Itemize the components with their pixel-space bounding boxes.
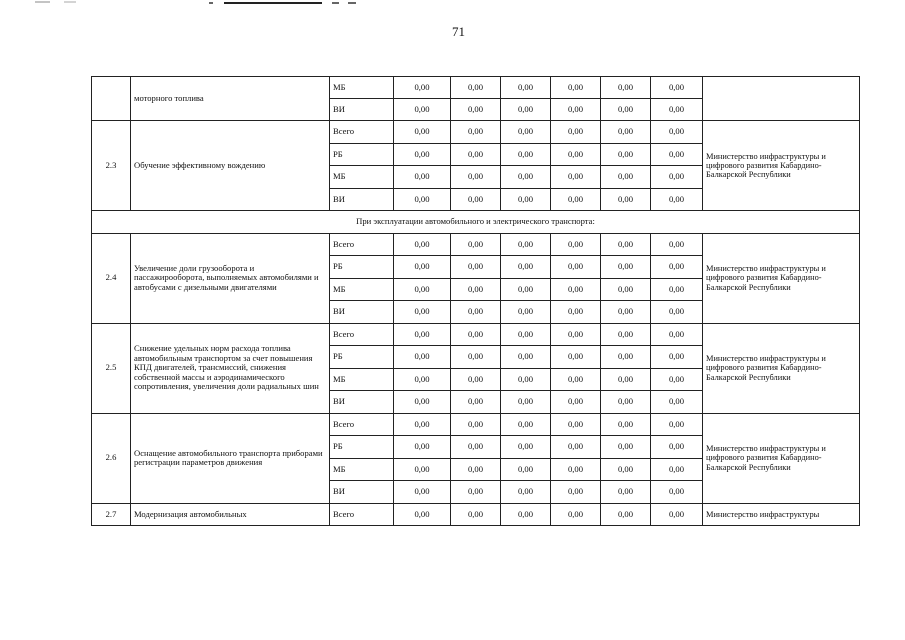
value-cell: 0,00: [451, 166, 501, 189]
table-row: [92, 233, 860, 256]
funding-source-cell: Всего: [330, 323, 394, 346]
value-cell: 0,00: [451, 188, 501, 211]
value-cell: 0,00: [651, 368, 703, 391]
value-cell: 0,00: [451, 143, 501, 166]
value-cell: 0,00: [451, 77, 501, 99]
funding-source-cell: МБ: [330, 458, 394, 481]
value-cell: 0,00: [601, 503, 651, 526]
value-cell: 0,00: [394, 481, 451, 504]
item-number-cell: 2.3: [92, 121, 131, 211]
value-cell: 0,00: [394, 346, 451, 369]
value-cell: 0,00: [601, 391, 651, 414]
item-name-cell: Модернизация автомобильных: [131, 503, 330, 526]
value-cell: 0,00: [601, 413, 651, 436]
funding-source-cell: РБ: [330, 346, 394, 369]
value-cell: 0,00: [501, 256, 551, 279]
table-row: [92, 503, 860, 526]
value-cell: 0,00: [451, 278, 501, 301]
value-cell: 0,00: [651, 323, 703, 346]
value-cell: 0,00: [451, 413, 501, 436]
value-cell: 0,00: [394, 323, 451, 346]
value-cell: 0,00: [551, 391, 601, 414]
value-cell: 0,00: [651, 256, 703, 279]
value-cell: 0,00: [551, 346, 601, 369]
funding-source-cell: МБ: [330, 77, 394, 99]
funding-source-cell: ВИ: [330, 391, 394, 414]
value-cell: 0,00: [394, 436, 451, 459]
value-cell: 0,00: [601, 233, 651, 256]
value-cell: 0,00: [394, 77, 451, 99]
value-cell: 0,00: [601, 99, 651, 121]
value-cell: 0,00: [551, 481, 601, 504]
funding-source-cell: Всего: [330, 503, 394, 526]
value-cell: 0,00: [551, 233, 601, 256]
value-cell: 0,00: [651, 458, 703, 481]
value-cell: 0,00: [551, 278, 601, 301]
value-cell: 0,00: [394, 458, 451, 481]
section-header-row: [92, 211, 860, 234]
value-cell: 0,00: [501, 413, 551, 436]
scan-artifact-marks: [0, 0, 905, 8]
table-row: [92, 121, 860, 144]
value-cell: 0,00: [651, 143, 703, 166]
funding-source-cell: ВИ: [330, 481, 394, 504]
executor-cell: Министерство инфраструктуры и цифрового развития Кабардино-Балкарской Республики: [703, 121, 860, 211]
value-cell: 0,00: [651, 233, 703, 256]
value-cell: 0,00: [451, 481, 501, 504]
value-cell: 0,00: [501, 233, 551, 256]
value-cell: 0,00: [501, 121, 551, 144]
value-cell: 0,00: [601, 301, 651, 324]
section-header: При эксплуатации автомобильного и электрического транспорта:: [92, 211, 860, 234]
value-cell: 0,00: [501, 278, 551, 301]
value-cell: 0,00: [394, 503, 451, 526]
value-cell: 0,00: [501, 368, 551, 391]
value-cell: 0,00: [651, 188, 703, 211]
value-cell: 0,00: [601, 368, 651, 391]
value-cell: 0,00: [394, 278, 451, 301]
value-cell: 0,00: [651, 99, 703, 121]
value-cell: 0,00: [451, 436, 501, 459]
value-cell: 0,00: [451, 346, 501, 369]
value-cell: 0,00: [394, 121, 451, 144]
value-cell: 0,00: [601, 143, 651, 166]
value-cell: 0,00: [501, 99, 551, 121]
value-cell: 0,00: [651, 346, 703, 369]
value-cell: 0,00: [394, 99, 451, 121]
executor-cell: Министерство инфраструктуры и цифрового развития Кабардино-Балкарской Республики: [703, 323, 860, 413]
value-cell: 0,00: [501, 436, 551, 459]
value-cell: 0,00: [501, 458, 551, 481]
value-cell: 0,00: [651, 413, 703, 436]
value-cell: 0,00: [394, 368, 451, 391]
value-cell: 0,00: [501, 481, 551, 504]
item-name-cell: моторного топлива: [131, 77, 330, 121]
value-cell: 0,00: [651, 121, 703, 144]
value-cell: 0,00: [394, 413, 451, 436]
value-cell: 0,00: [651, 391, 703, 414]
table-row: [92, 77, 860, 99]
value-cell: 0,00: [551, 413, 601, 436]
value-cell: 0,00: [551, 368, 601, 391]
value-cell: 0,00: [601, 256, 651, 279]
item-number-cell: 2.5: [92, 323, 131, 413]
value-cell: 0,00: [501, 77, 551, 99]
value-cell: 0,00: [601, 346, 651, 369]
executor-cell: [703, 77, 860, 121]
value-cell: 0,00: [601, 436, 651, 459]
table-body: [92, 77, 860, 526]
value-cell: 0,00: [651, 301, 703, 324]
value-cell: 0,00: [551, 121, 601, 144]
item-name-cell: Оснащение автомобильного транспорта приборами регистрации параметров движения: [131, 413, 330, 503]
value-cell: 0,00: [501, 143, 551, 166]
item-number-cell: 2.7: [92, 503, 131, 526]
budget-table: [91, 76, 860, 526]
value-cell: 0,00: [394, 166, 451, 189]
value-cell: 0,00: [394, 143, 451, 166]
funding-source-cell: Всего: [330, 413, 394, 436]
executor-cell: Министерство инфраструктуры: [703, 503, 860, 526]
value-cell: 0,00: [651, 503, 703, 526]
value-cell: 0,00: [551, 436, 601, 459]
value-cell: 0,00: [601, 77, 651, 99]
value-cell: 0,00: [451, 233, 501, 256]
value-cell: 0,00: [651, 166, 703, 189]
item-name-cell: Снижение удельных норм расхода топлива автомобильным транспортом за счет повышения КПД двигателей, трансмиссий, снижения собственной массы и аэродинамического сопротивления, увеличения доли радиальных шин: [131, 323, 330, 413]
item-name-cell: Увеличение доли грузооборота и пассажирооборота, выполняемых автомобилями и автобусами с дизельными двигателями: [131, 233, 330, 323]
value-cell: 0,00: [551, 503, 601, 526]
value-cell: 0,00: [551, 256, 601, 279]
page-number: 71: [452, 24, 465, 39]
value-cell: 0,00: [601, 323, 651, 346]
value-cell: 0,00: [651, 481, 703, 504]
funding-source-cell: РБ: [330, 256, 394, 279]
value-cell: 0,00: [451, 458, 501, 481]
value-cell: 0,00: [651, 278, 703, 301]
value-cell: 0,00: [601, 278, 651, 301]
value-cell: 0,00: [451, 121, 501, 144]
value-cell: 0,00: [501, 166, 551, 189]
value-cell: 0,00: [501, 188, 551, 211]
value-cell: 0,00: [451, 99, 501, 121]
funding-source-cell: МБ: [330, 166, 394, 189]
value-cell: 0,00: [501, 391, 551, 414]
table-row: [92, 323, 860, 346]
value-cell: 0,00: [501, 503, 551, 526]
value-cell: 0,00: [394, 233, 451, 256]
value-cell: 0,00: [451, 323, 501, 346]
value-cell: 0,00: [394, 256, 451, 279]
value-cell: 0,00: [394, 188, 451, 211]
item-number-cell: [92, 77, 131, 121]
value-cell: 0,00: [501, 346, 551, 369]
funding-source-cell: МБ: [330, 278, 394, 301]
value-cell: 0,00: [501, 323, 551, 346]
value-cell: 0,00: [601, 166, 651, 189]
item-number-cell: 2.6: [92, 413, 131, 503]
value-cell: 0,00: [551, 323, 601, 346]
funding-source-cell: ВИ: [330, 301, 394, 324]
funding-source-cell: МБ: [330, 368, 394, 391]
executor-cell: Министерство инфраструктуры и цифрового развития Кабардино-Балкарской Республики: [703, 413, 860, 503]
item-number-cell: 2.4: [92, 233, 131, 323]
value-cell: 0,00: [551, 458, 601, 481]
value-cell: 0,00: [451, 391, 501, 414]
value-cell: 0,00: [601, 188, 651, 211]
table-row: [92, 413, 860, 436]
value-cell: 0,00: [601, 481, 651, 504]
value-cell: 0,00: [651, 77, 703, 99]
funding-source-cell: РБ: [330, 436, 394, 459]
value-cell: 0,00: [551, 143, 601, 166]
value-cell: 0,00: [551, 301, 601, 324]
item-name-cell: Обучение эффективному вождению: [131, 121, 330, 211]
executor-cell: Министерство инфраструктуры и цифрового развития Кабардино-Балкарской Республики: [703, 233, 860, 323]
value-cell: 0,00: [394, 391, 451, 414]
funding-source-cell: РБ: [330, 143, 394, 166]
funding-source-cell: Всего: [330, 233, 394, 256]
value-cell: 0,00: [551, 99, 601, 121]
value-cell: 0,00: [601, 458, 651, 481]
value-cell: 0,00: [451, 256, 501, 279]
value-cell: 0,00: [551, 166, 601, 189]
funding-source-cell: ВИ: [330, 99, 394, 121]
value-cell: 0,00: [451, 301, 501, 324]
value-cell: 0,00: [601, 121, 651, 144]
value-cell: 0,00: [451, 368, 501, 391]
value-cell: 0,00: [501, 301, 551, 324]
value-cell: 0,00: [394, 301, 451, 324]
funding-source-cell: Всего: [330, 121, 394, 144]
funding-source-cell: ВИ: [330, 188, 394, 211]
value-cell: 0,00: [551, 77, 601, 99]
value-cell: 0,00: [651, 436, 703, 459]
value-cell: 0,00: [451, 503, 501, 526]
value-cell: 0,00: [551, 188, 601, 211]
